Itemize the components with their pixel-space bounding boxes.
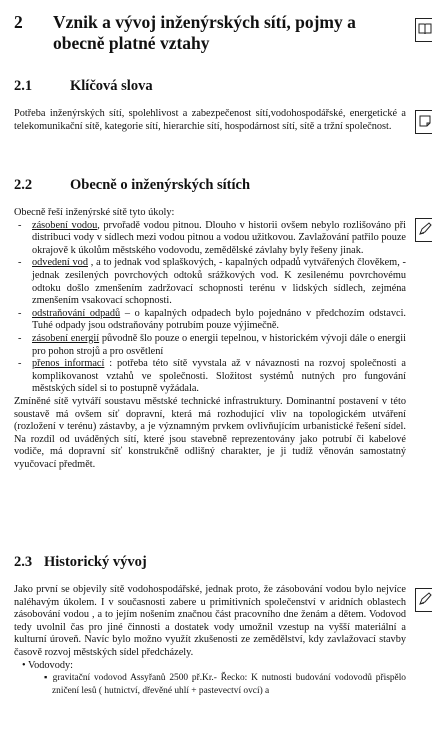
- keywords-text: Potřeba inženýrských sítí, spolehlivost a zabezpečenost sítí,vodohospodářské, energetické a telekomunikační sítě, kategorie sítí, hierarchie sítí, hospodárnost sítí, sítě a tržní společnost.: [14, 108, 406, 132]
- task-term: zásobení energií: [32, 332, 100, 344]
- bullet-item: • Vodovody:: [22, 659, 74, 671]
- pencil-icon: [415, 588, 432, 612]
- chapter-number: 2: [14, 12, 23, 32]
- task-text: – o kapalných odpadech bylo pojednáno v předchozím odstavci. Tuhé odpady jsou odstraňovány potrubím pouze výjimečně.: [32, 307, 407, 332]
- section-title: Klíčová slova: [70, 78, 153, 94]
- sub-bullet-item: ▪ gravitační vodovod Assyřanů 2500 př.Kr.- Řecko: K nutnosti budování vodovodů přispělo zničení lesů ( hutnictví, dřevěné uhlí + pastevectví ovcí) a: [44, 673, 406, 696]
- tasks-list: [14, 220, 406, 396]
- list-item: - zásobení vodou, prvořadě vodou pitnou. Dlouho v historii ovšem nebylo rozlišováno při distribuci vody v sídlech mezi vodou pitnou a vodou užitkovou. Zavlažování patřilo pouze okrajově k úkolům městského vodovodu, zemědělské závlahy byly řešeny jinak.: [18, 219, 406, 256]
- section-number: 2.1: [14, 78, 33, 94]
- history-text: Jako první se objevily sítě vodohospodářské, jednak proto, že zásobování vodou bylo nejvíce naléhavým úkolem. I v současnosti zabere u primitivních společenství v aridních oblastech zásobování vodou , a to jejím nošením značnou část pracovního dne ženám a dětem. Vodovod tedy uvolnil čas pro jiné činnosti a dostatek vody umožnil vzestup na vyšší materiální a kulturní úroveň. Navíc bylo možno využít zkušenosti ze zemědělství, kdy zavlažovací stavby časově rozvoj městských sídel předcházely.: [14, 584, 406, 658]
- intro-text: Obecně řeší inženýrské sítě tyto úkoly:: [14, 207, 175, 218]
- section-number: 2.3: [14, 554, 33, 570]
- chapter-title: Vznik a vývoj inženýrských sítí, pojmy a obecně platné vztahy: [53, 12, 356, 53]
- task-text: , a to jednak vod splaškových, - kapalných odpadů vytvářených člověkem, - jednak zesilených povrchových odtoků srážkových vod. K zesilenému povrchovému odtoku došlo zmenšením zadržovací schopnosti terénu v lidských sídlech, zejména zmenšením vsakovací schopnosti.: [32, 257, 406, 307]
- section-title: Obecně o inženýrských sítích: [70, 177, 251, 193]
- task-term: odstraňování odpadů: [32, 307, 121, 319]
- list-item: - odvedení vod , a to jednak vod splaškových, - kapalných odpadů vytvářených člověkem, - jednak zesilených povrchových odtoků srážkových vod. K zesilenému povrchovému odtoku došlo zmenšením zadržovací schopnosti terénu v lidských sídlech, zejména zmenšením vsakovací schopnosti.: [18, 257, 406, 307]
- task-text: , prvořadě vodou pitnou. Dlouho v historii ovšem nebylo rozlišováno při distribuci vody v sídlech mezi vodou pitnou a vodou užitkovou. Zavlažování patřilo pouze okrajově k úkolům městského vodovodu, zemědělské závlahy byly řešeny jinak.: [32, 219, 406, 256]
- list-item: - zásobení energií původně šlo pouze o energii tepelnou, v historickém vývoji dále o energii pro pohon strojů a pro osvětlení: [18, 332, 406, 357]
- section-title: Historický vývoj: [44, 554, 147, 570]
- closing-text: Zmíněné sítě vytváří soustavu městské technické infrastruktury. Dominantní postavení v této soustavě má ovšem síť dopravní, která má rozhodující vliv na topologickém utváření (rozložení v terénu) zástavby, a je významným prvkem ovlivňujícím urbanistické řešení sídel. Na rozdíl od uváděných sítí, které jsou stavebně reprezentovány jako potrubí či kabelové vodiče, má dopravní síť konstrukčně odlišný charakter, je ji tudíž věnován samostatný vyučovací předmět.: [14, 395, 406, 470]
- task-text: původně šlo pouze o energii tepelnou, v historickém vývoji dále o energii pro pohon strojů a pro osvětlení: [32, 332, 406, 357]
- pencil-icon: [415, 218, 432, 242]
- task-term: odvedení vod: [32, 257, 88, 269]
- task-term: přenos informací: [32, 358, 105, 370]
- list-item: - odstraňování odpadů – o kapalných odpadech bylo pojednáno v předchozím odstavci. Tuhé odpady jsou odstraňovány potrubím pouze výjimečně.: [18, 307, 407, 332]
- list-item: - přenos informací : potřeba této sítě vyvstala až v návaznosti na rozvoj společnosti a komplikovanost vztahů ve společnosti. Složitost systémů nutných pro fungování městských sídel si to postupně vyžádala.: [18, 358, 406, 395]
- note-icon: [415, 110, 432, 134]
- bullet-text: Vodovody:: [28, 659, 74, 671]
- section-body: [14, 207, 406, 471]
- book-icon: [415, 18, 432, 42]
- task-text: : potřeba této sítě vyvstala až v návaznosti na rozvoj společnosti a komplikovanost vztahů ve společnosti. Složitost systémů nutných pro fungování městských sídel si to postupně vyžádala.: [32, 358, 406, 395]
- keywords-paragraph: [14, 108, 406, 133]
- task-term: zásobení vodou: [32, 219, 98, 231]
- sub-bullet-text: gravitační vodovod Assyřanů 2500 př.Kr.- Řecko: K nutnosti budování vodovodů přispělo zničení lesů ( hutnictví, dřevěné uhlí + pastevectví ovcí) a: [52, 673, 406, 696]
- section-number: 2.2: [14, 177, 33, 193]
- section-body: [14, 584, 406, 697]
